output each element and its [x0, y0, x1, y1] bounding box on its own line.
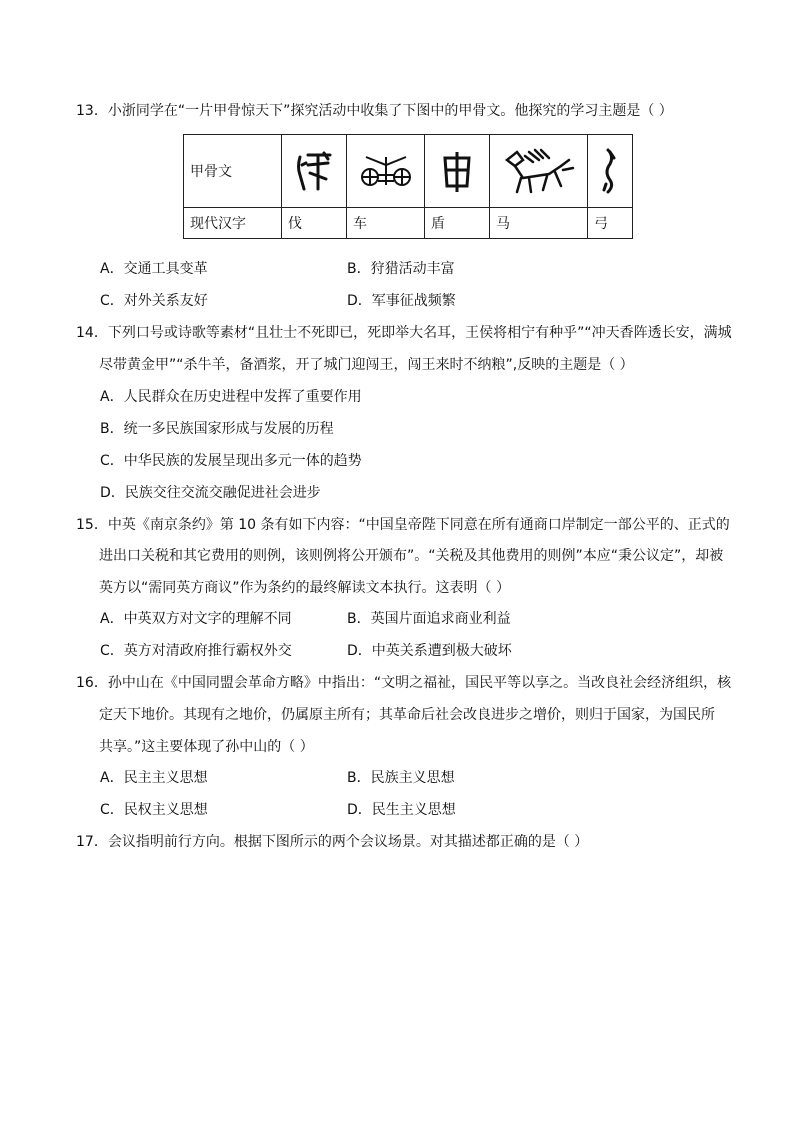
question-16-line2: 定天下地价。其现有之地价，仍属原主所有；其革命后社会改良进步之增价，则归于国家，为国民所 — [99, 707, 715, 723]
question-15-line2: 进出口关税和其它费用的则例，该则例将公开颁布”。“关税及其他费用的则例”本应“秉公议定”，却被 — [99, 548, 724, 564]
q13-option-a[interactable]: A．交通工具变革 — [100, 261, 208, 277]
q13-option-b[interactable]: B．狩猎活动丰富 — [347, 261, 455, 277]
oracle-row — [184, 135, 633, 208]
q14-option-d[interactable]: D．民族交往交流交融促进社会进步 — [100, 485, 321, 501]
oracle-bone-table — [183, 134, 633, 239]
modern-char: 弓 — [588, 208, 633, 239]
modern-char: 盾 — [425, 208, 490, 239]
oracle-gong-icon — [588, 135, 633, 208]
modern-row-label: 现代汉字 — [184, 208, 282, 239]
q14-option-b[interactable]: B．统一多民族国家形成与发展的历程 — [100, 421, 334, 437]
q14-option-a[interactable]: A．人民群众在历史进程中发挥了重要作用 — [100, 389, 362, 405]
q13-option-c[interactable]: C．对外关系友好 — [100, 293, 208, 309]
q15-option-b[interactable]: B．英国片面追求商业利益 — [347, 611, 511, 627]
q14-option-c[interactable]: C．中华民族的发展呈现出多元一体的趋势 — [100, 453, 362, 469]
q16-option-a[interactable]: A．民主主义思想 — [100, 770, 208, 786]
modern-row — [184, 208, 633, 239]
question-16-line1: 16．孙中山在《中国同盟会革命方略》中指出：“文明之福祉，国民平等以享之。当改良社会经济组织，核 — [76, 675, 732, 691]
question-14-line1: 14．下列口号或诗歌等素材“且壮士不死即已，死即举大名耳，王侯将相宁有种乎”“冲天香阵透长安，满城 — [76, 325, 732, 341]
question-16-line3: 共享。”这主要体现了孙中山的（ ） — [99, 739, 314, 755]
oracle-ma-icon — [490, 135, 588, 208]
q15-option-c[interactable]: C．英方对清政府推行霸权外交 — [100, 643, 292, 659]
oracle-row-label: 甲骨文 — [184, 135, 282, 208]
q15-option-a[interactable]: A．中英双方对文字的理解不同 — [100, 611, 292, 627]
modern-char: 马 — [490, 208, 588, 239]
oracle-fa-icon — [282, 135, 347, 208]
q16-option-d[interactable]: D．民生主义思想 — [347, 802, 456, 818]
q16-option-b[interactable]: B．民族主义思想 — [347, 770, 455, 786]
question-15-line3: 英方以“需同英方商议”作为条约的最终解读文本执行。这表明（ ） — [99, 580, 510, 596]
question-17-text: 17．会议指明前行方向。根据下图所示的两个会议场景。对其描述都正确的是（ ） — [76, 834, 589, 850]
question-14-line2: 尽带黄金甲”“杀牛羊，备酒浆，开了城门迎闯王，闯王来时不纳粮”,反映的主题是（ ） — [99, 357, 634, 373]
oracle-dun-icon — [425, 135, 490, 208]
q13-option-d[interactable]: D．军事征战频繁 — [347, 293, 456, 309]
modern-char: 车 — [347, 208, 425, 239]
q15-option-d[interactable]: D．中英关系遭到极大破坏 — [347, 643, 512, 659]
q16-option-c[interactable]: C．民权主义思想 — [100, 802, 208, 818]
oracle-che-icon — [347, 135, 425, 208]
modern-char: 伐 — [282, 208, 347, 239]
question-13-text: 13．小浙同学在“一片甲骨惊天下”探究活动中收集了下图中的甲骨文。他探究的学习主题是（ ） — [76, 103, 673, 119]
question-15-line1: 15．中英《南京条约》第 10 条有如下内容：“中国皇帝陛下同意在所有通商口岸制定一部公平的、正式的 — [76, 517, 730, 533]
